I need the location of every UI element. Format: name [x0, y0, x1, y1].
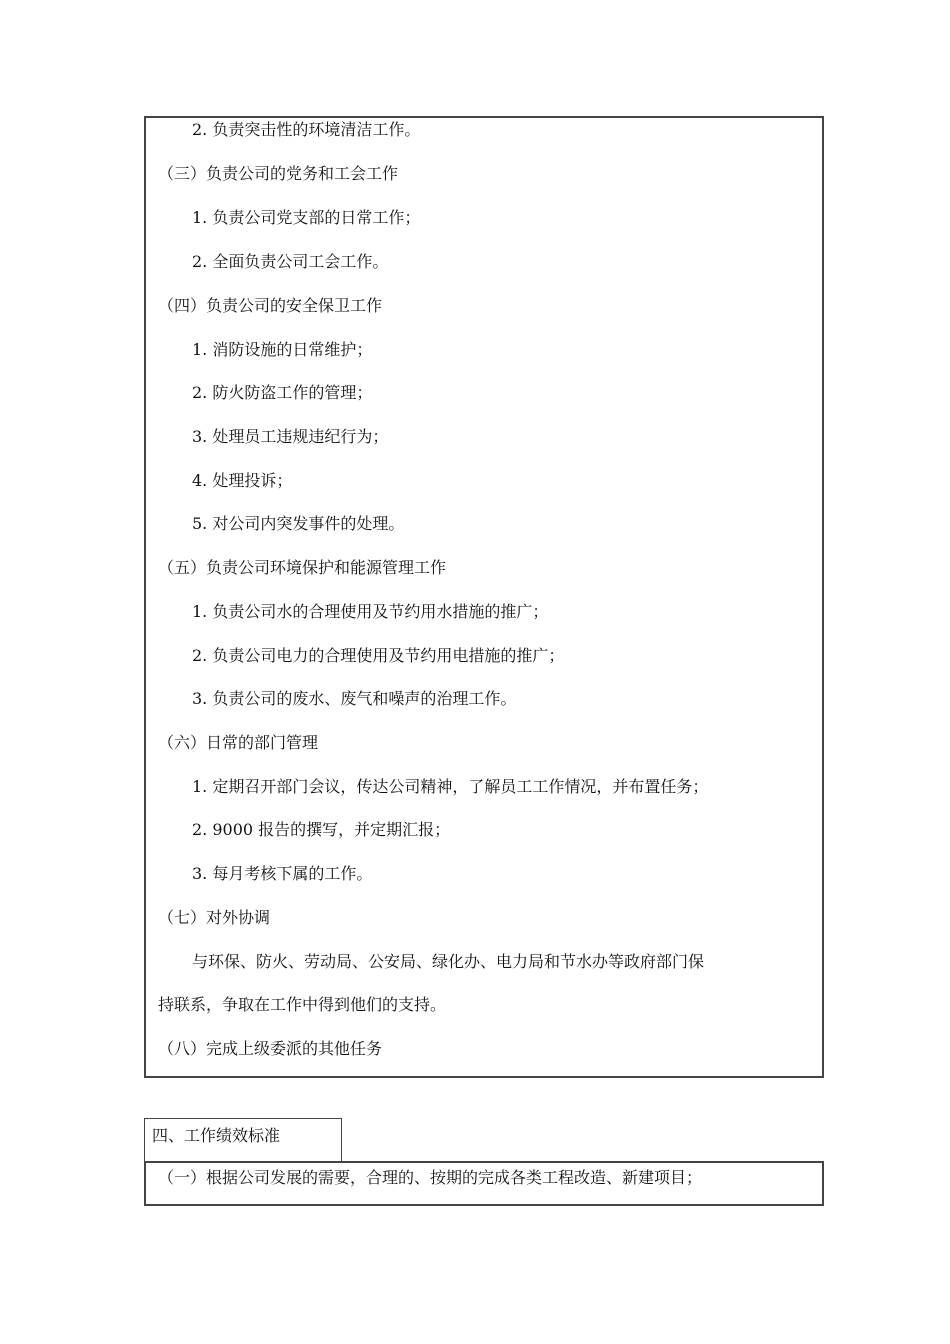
duty-line: 2. 9000 报告的撰写，并定期汇报；: [192, 820, 451, 839]
duty-line: 1. 消防设施的日常维护；: [192, 340, 373, 359]
section-heading: （六）日常的部门管理: [158, 733, 319, 752]
duty-line: 3. 负责公司的废水、废气和噪声的治理工作。: [192, 689, 517, 708]
duty-line: 3. 处理员工违规违纪行为；: [192, 427, 389, 446]
duty-line: 5. 对公司内突发事件的处理。: [192, 514, 405, 533]
duty-line: 2. 防火防盗工作的管理；: [192, 383, 373, 402]
section-heading: （七）对外协调: [158, 908, 271, 927]
duty-line: 1. 负责公司党支部的日常工作；: [192, 208, 421, 227]
paragraph-line: 持联系，争取在工作中得到他们的支持。: [158, 995, 447, 1014]
duty-line: 1. 负责公司水的合理使用及节约用水措施的推广；: [192, 602, 549, 621]
section-heading: （八）完成上级委派的其他任务: [158, 1039, 383, 1058]
section-heading: （三）负责公司的党务和工会工作: [158, 164, 399, 183]
paragraph-line: 与环保、防火、劳动局、公安局、绿化办、电力局和节水办等政府部门保: [192, 952, 705, 971]
section-heading: （五）负责公司环境保护和能源管理工作: [158, 558, 447, 577]
section-heading: （四）负责公司的安全保卫工作: [158, 296, 383, 315]
section4-first-item: （一）根据公司发展的需要，合理的、按期的完成各类工程改造、新建项目；: [158, 1168, 703, 1187]
duty-line: 4. 处理投诉；: [192, 471, 293, 490]
duty-line: 1. 定期召开部门会议，传达公司精神，了解员工工作情况，并布置任务；: [192, 777, 709, 796]
duty-line: 2. 负责公司电力的合理使用及节约用电措施的推广；: [192, 646, 565, 665]
section4-title: 四、工作绩效标准: [152, 1126, 281, 1145]
duty-line: 3. 每月考核下属的工作。: [192, 864, 373, 883]
duty-line: 2. 全面负责公司工会工作。: [192, 252, 389, 271]
duty-line: 2. 负责突击性的环境清洁工作。: [192, 120, 421, 139]
